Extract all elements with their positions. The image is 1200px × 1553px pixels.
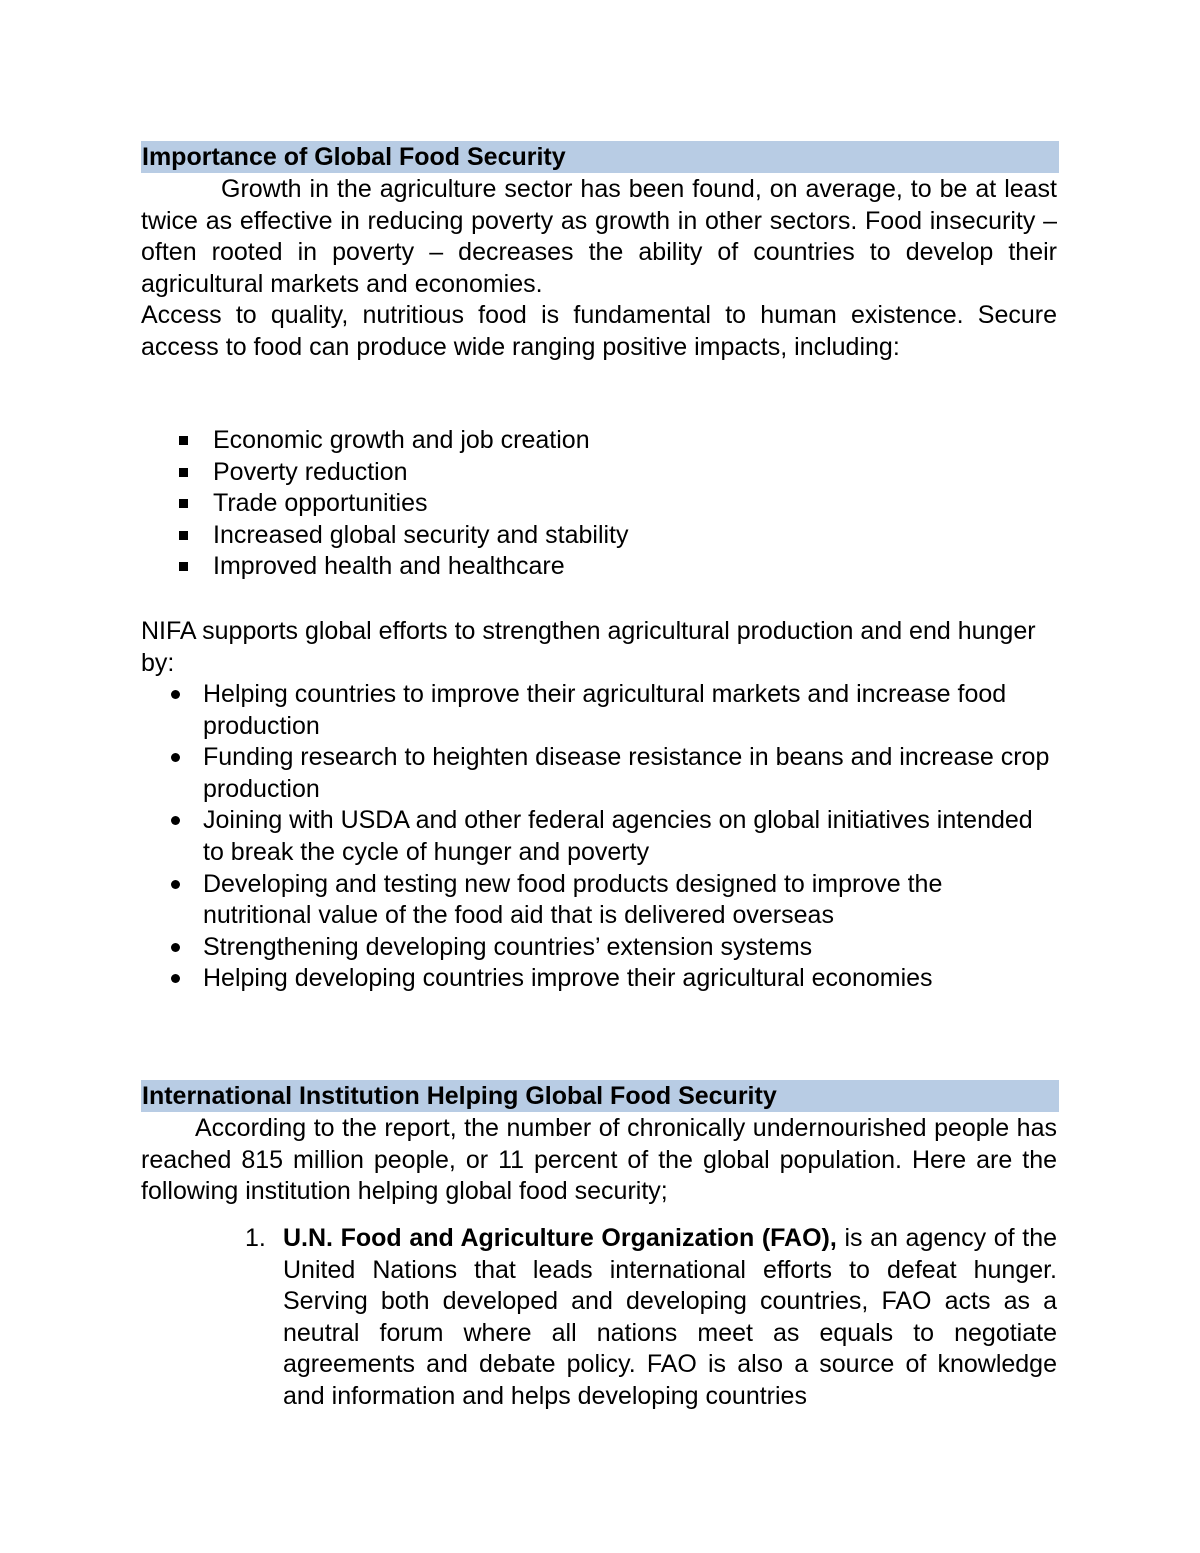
round-bullet-icon (171, 816, 180, 825)
list-item: Funding research to heighten disease resistance in beans and increase crop production (141, 742, 1057, 805)
round-bullet-icon (171, 690, 180, 699)
list-item: Poverty reduction (141, 457, 1057, 489)
list-item: Increased global security and stability (141, 520, 1057, 552)
round-bullet-icon (171, 974, 180, 983)
list-item: Strengthening developing countries’ extension systems (141, 932, 1057, 964)
section-heading-importance: Importance of Global Food Security (141, 141, 1059, 173)
square-bullet-icon (179, 468, 188, 477)
list-item: Helping developing countries improve their agricultural economies (141, 963, 1057, 995)
square-bullet-icon (179, 436, 188, 445)
list-item: Trade opportunities (141, 488, 1057, 520)
section-heading-institutions: International Institution Helping Global Food Security (141, 1080, 1059, 1112)
square-bullet-icon (179, 531, 188, 540)
list-item: Joining with USDA and other federal agencies on global initiatives intended to break the cycle of hunger and poverty (141, 805, 1057, 868)
list-item: Helping countries to improve their agricultural markets and increase food production (141, 679, 1057, 742)
round-bullet-icon (171, 880, 180, 889)
list-item: Improved health and healthcare (141, 551, 1057, 583)
list-item: Economic growth and job creation (141, 425, 1057, 457)
paragraph-agriculture-growth: Growth in the agriculture sector has been found, on average, to be at least twice as effective in reducing poverty as growth in other sectors. Food insecurity – often rooted in poverty – decreases the ability of countries to develop their agricultural markets and economies. (141, 175, 1057, 298)
round-bullet-icon (171, 943, 180, 952)
list-item-fao (245, 1223, 1057, 1413)
round-bullet-icon (171, 753, 180, 762)
square-bullet-icon (179, 562, 188, 571)
list-item: Developing and testing new food products designed to improve the nutritional value of the food aid that is delivered overseas (141, 869, 1057, 932)
square-bullet-icon (179, 499, 188, 508)
paragraph-undernourished-report: According to the report, the number of chronically undernourished people has reached 815 million people, or 11 percent of the global population. Here are the following institution helping global food security; (141, 1114, 1057, 1206)
impacts-list (141, 425, 1057, 583)
list-number: 1. (245, 1224, 266, 1252)
nifa-efforts-list (141, 679, 1057, 995)
paragraph-nifa-intro: NIFA supports global efforts to strengthen agricultural production and end hunger by: (141, 617, 1036, 677)
institutions-list (245, 1223, 1057, 1413)
institution-name: U.N. Food and Agriculture Organization (FAO), (283, 1224, 837, 1252)
paragraph-access-to-food: Access to quality, nutritious food is fundamental to human existence. Secure access to food can produce wide ranging positive impacts, including: (141, 301, 1057, 361)
institution-description: is an agency of the United Nations that leads international efforts to defeat hunger. Serving both developed and developing countries, FAO acts as a neutral forum where all nations meet as equals to negotiate agreements and debate policy. FAO is also a source of knowledge and information and helps developing countries (283, 1224, 1058, 1410)
